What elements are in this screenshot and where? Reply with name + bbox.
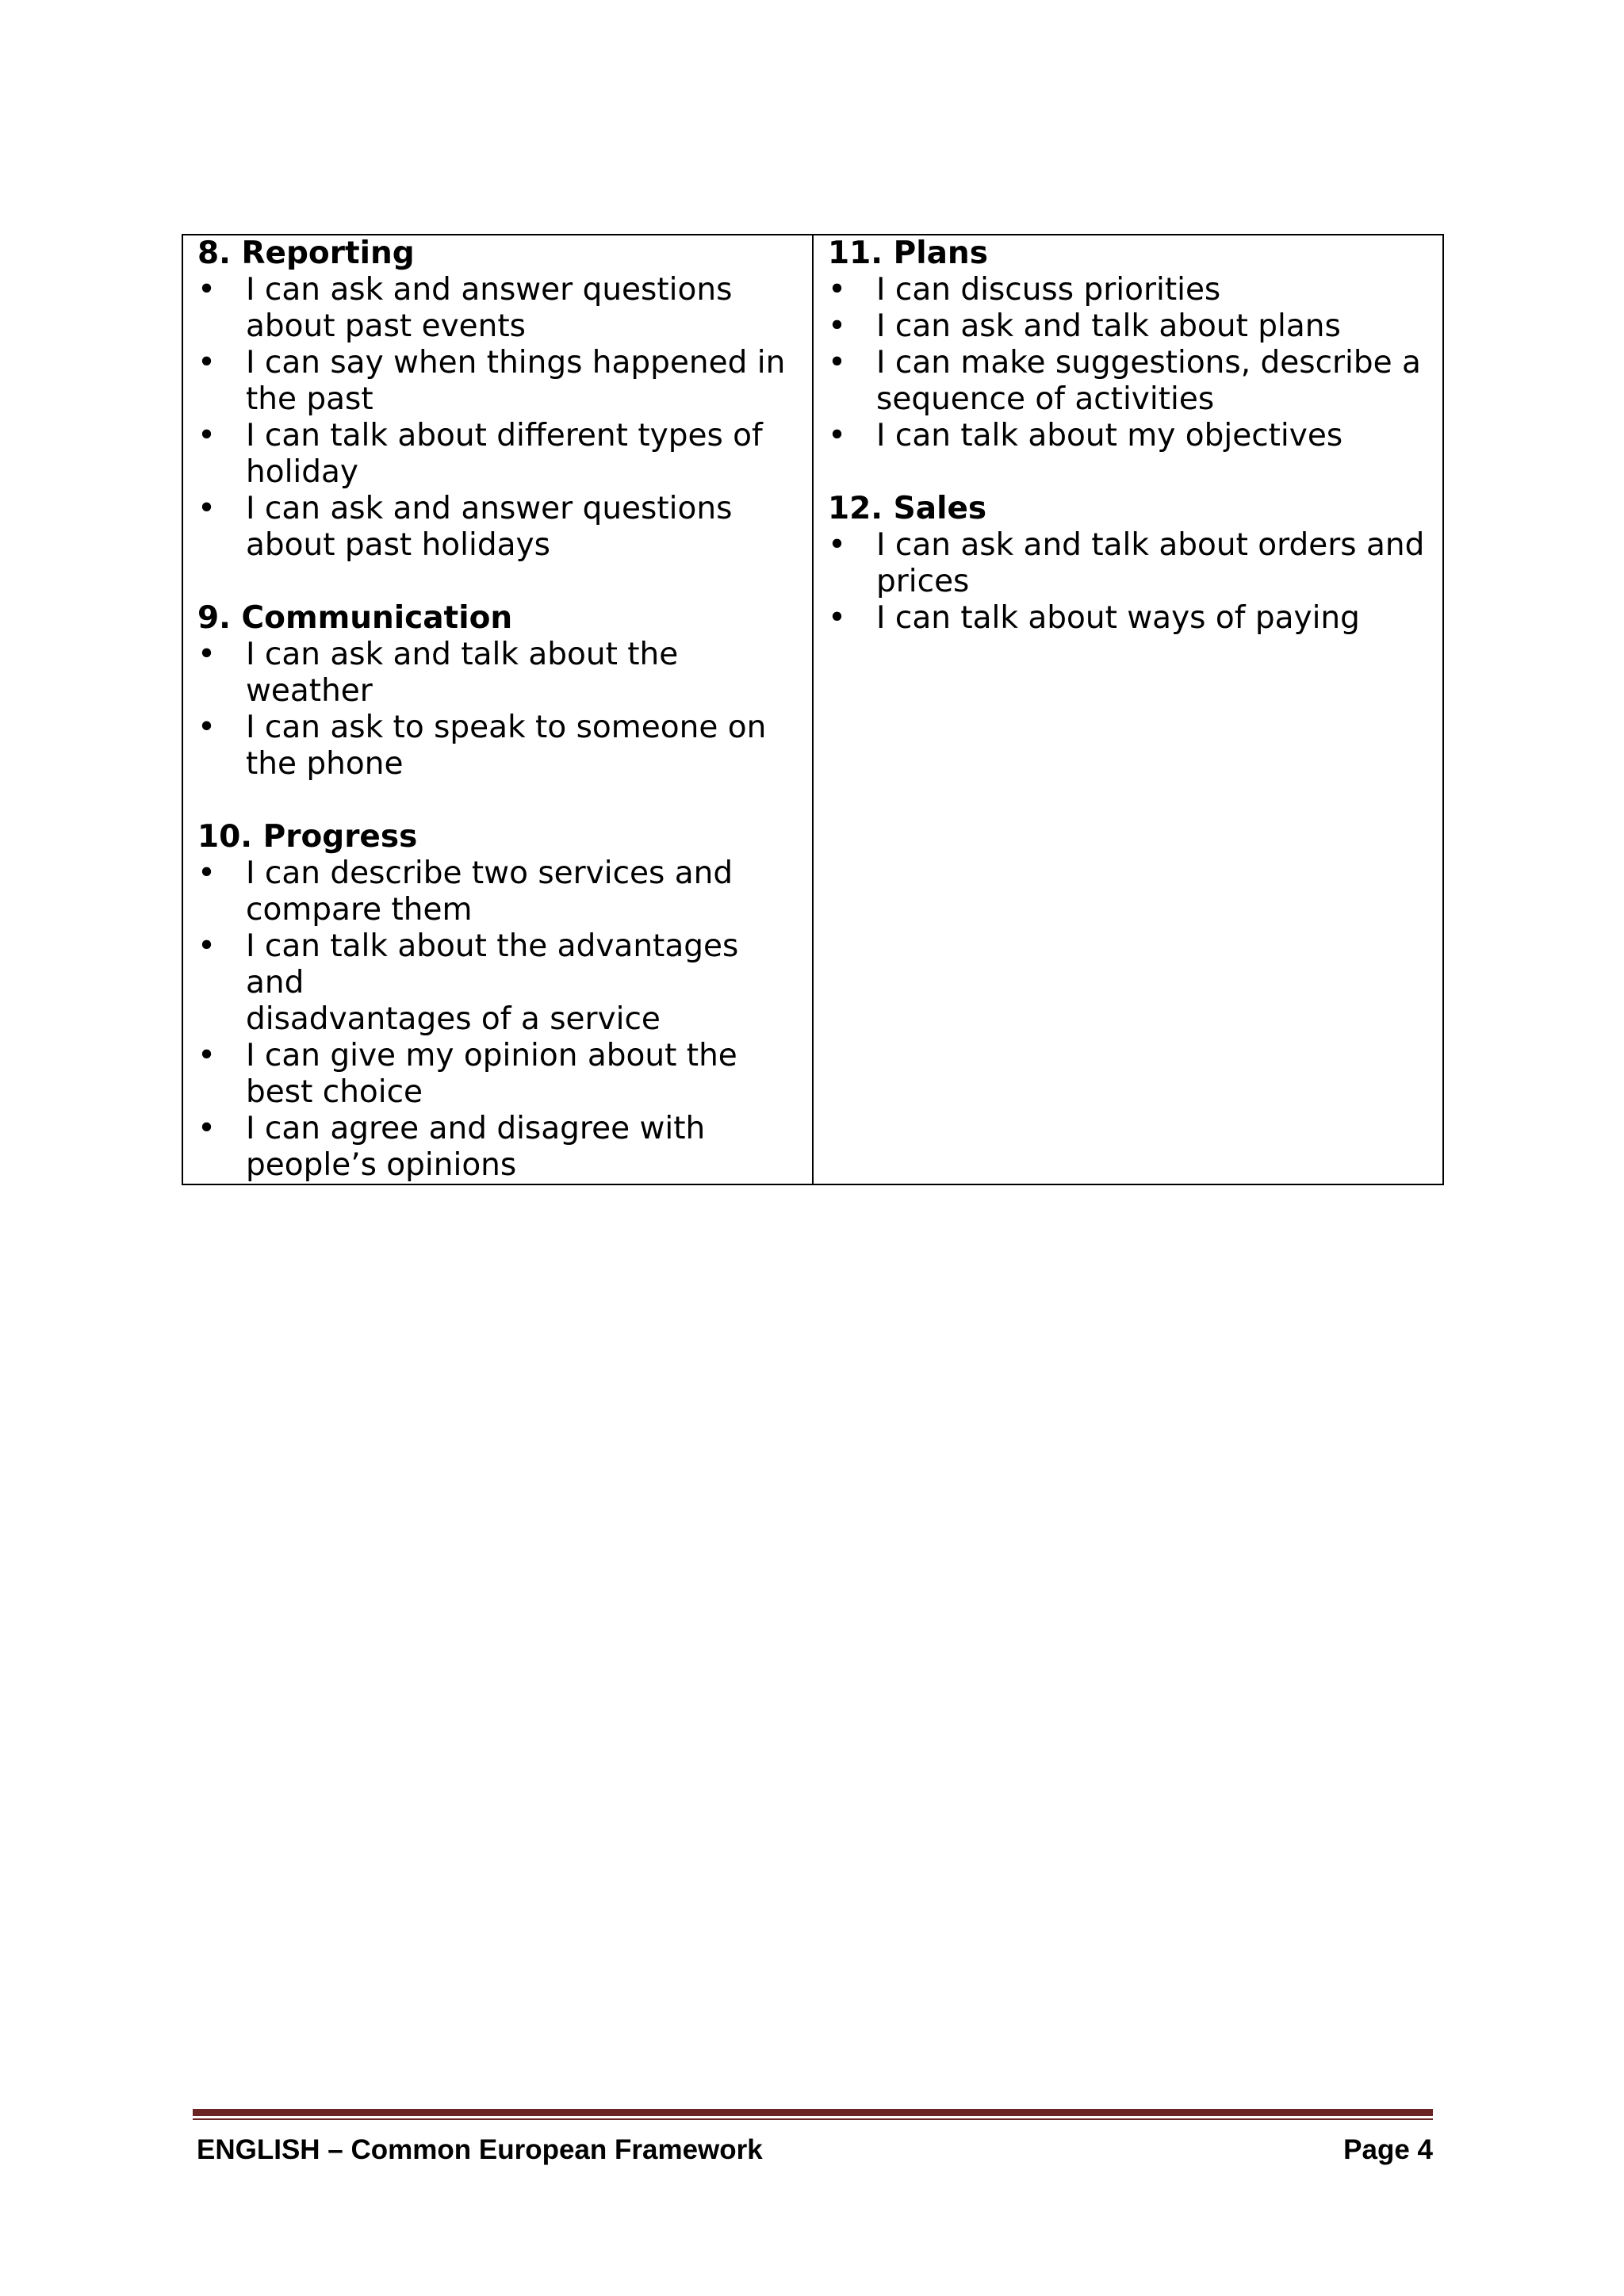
- list-item: [197, 272, 798, 345]
- list-item-line: I can ask and talk about plans: [876, 308, 1341, 344]
- list-item-line: compare them: [246, 892, 473, 928]
- bullet-list: [828, 527, 1428, 637]
- list-item: [828, 418, 1428, 454]
- list-item: [197, 1111, 798, 1184]
- section-title: 11. Plans: [828, 235, 988, 271]
- section-title: 8. Reporting: [197, 235, 415, 271]
- list-item-line: holiday: [246, 454, 358, 490]
- section-title: 10. Progress: [197, 819, 418, 855]
- footer-rule: [193, 2109, 1433, 2116]
- list-item-line: weather: [246, 673, 373, 709]
- list-item-line: I can talk about different types of: [246, 418, 763, 453]
- section-sales: [828, 491, 1428, 637]
- list-item-line: about past events: [246, 308, 526, 344]
- list-item-line: best choice: [246, 1074, 423, 1110]
- table-column-left: [183, 235, 814, 1184]
- list-item-line: I can ask and talk about orders and: [876, 527, 1425, 563]
- list-item-line: the phone: [246, 746, 404, 782]
- page-footer: [193, 2109, 1433, 2166]
- list-item-line: I can agree and disagree with: [246, 1111, 706, 1146]
- bullet-list: [828, 272, 1428, 454]
- list-item-line: I can ask to speak to someone on: [246, 710, 767, 745]
- bullet-list: [197, 855, 798, 1184]
- list-item: [197, 710, 798, 783]
- list-item-line: I can describe two services and: [246, 855, 733, 891]
- list-item: [828, 527, 1428, 600]
- footer-title: ENGLISH – Common European Framework: [197, 2134, 763, 2165]
- page-number: Page 4: [1343, 2134, 1433, 2165]
- list-item: [197, 1038, 798, 1111]
- list-item-line: I can ask and answer questions: [246, 272, 733, 308]
- list-item: [828, 272, 1428, 308]
- footer-row: [193, 2134, 1433, 2166]
- list-item-line: people’s opinions: [246, 1147, 517, 1183]
- list-item: [197, 418, 798, 491]
- list-item: [197, 928, 798, 1038]
- list-item: [197, 855, 798, 928]
- list-item-line: disadvantages of a service: [246, 1001, 661, 1037]
- list-item-line: I can make suggestions, describe a: [876, 345, 1421, 381]
- list-item-line: I can ask and answer questions: [246, 491, 733, 526]
- list-item-line: I can ask and talk about the: [246, 637, 679, 672]
- list-item-line: I can talk about the advantages and: [246, 928, 739, 1001]
- section-communication: [197, 600, 798, 783]
- list-item-line: I can talk about my objectives: [876, 418, 1343, 453]
- list-item-line: I can say when things happened in: [246, 345, 786, 381]
- list-item-line: I can talk about ways of paying: [876, 600, 1360, 636]
- section-title: 9. Communication: [197, 600, 513, 636]
- list-item: [197, 491, 798, 564]
- footer-rule: [193, 2118, 1433, 2120]
- bullet-list: [197, 272, 798, 564]
- section-plans: [828, 235, 1428, 454]
- bullet-list: [197, 637, 798, 783]
- list-item-line: the past: [246, 381, 373, 417]
- list-item-line: prices: [876, 564, 970, 599]
- list-item: [828, 600, 1428, 637]
- list-item: [197, 345, 798, 418]
- list-item: [828, 345, 1428, 418]
- list-item-line: I can discuss priorities: [876, 272, 1221, 308]
- list-item-line: I can give my opinion about the: [246, 1038, 737, 1073]
- section-title: 12. Sales: [828, 491, 987, 526]
- list-item-line: sequence of activities: [876, 381, 1215, 417]
- list-item-line: about past holidays: [246, 527, 550, 563]
- section-reporting: [197, 235, 798, 564]
- list-item: [197, 637, 798, 710]
- can-do-table: [182, 234, 1444, 1185]
- list-item: [828, 308, 1428, 345]
- section-progress: [197, 819, 798, 1184]
- table-column-right: [814, 235, 1442, 1184]
